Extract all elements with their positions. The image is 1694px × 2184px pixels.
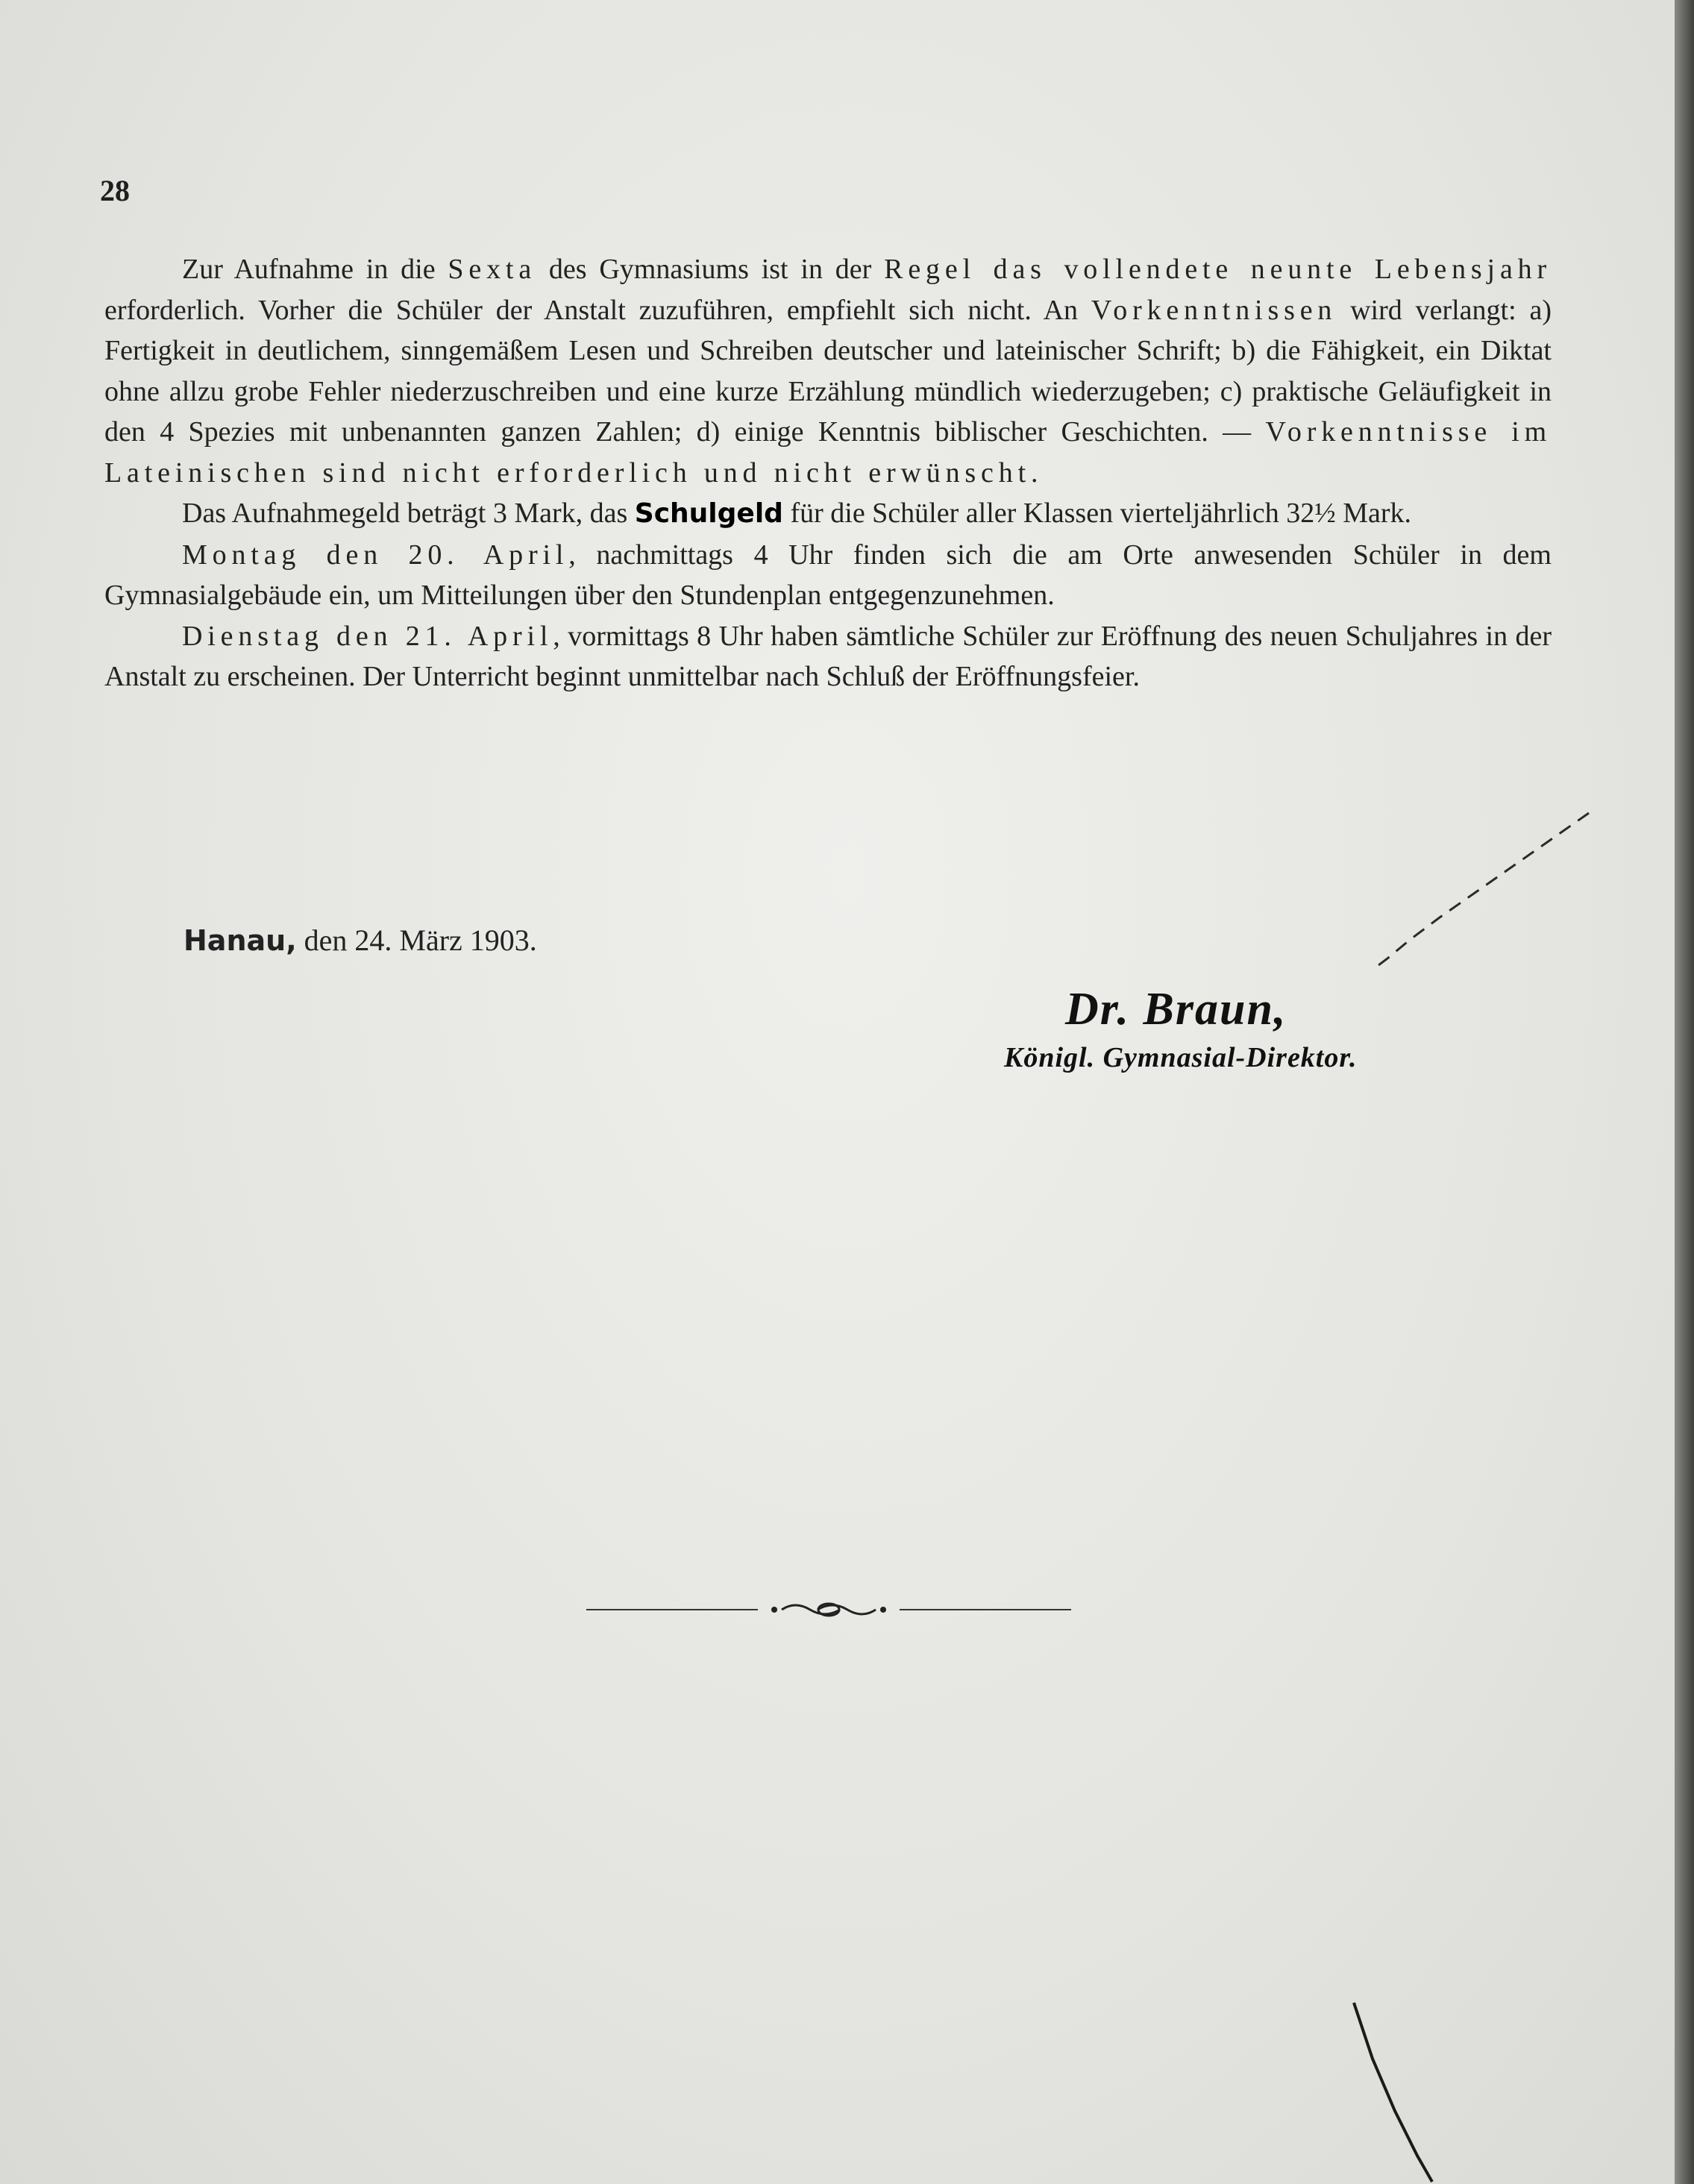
emphasis-spaced: Montag den 20. April: [182, 539, 569, 571]
emphasis-spaced: Regel das vollendete neunte Lebensjahr: [884, 254, 1552, 285]
dateline-place: Hanau,: [183, 924, 297, 957]
text-run: , vormittags 8 Uhr haben sämtliche Schüler zur Eröffnung des neuen Schuljahres in der Anstalt zu erscheinen. Der Unterricht beginnt unmittelbar nach Schluß der Eröffnungsfeier.: [104, 620, 1552, 692]
dateline: [183, 923, 537, 958]
text-run: des Gymnasiums ist in der: [536, 254, 885, 285]
body-text: [104, 249, 1552, 697]
text-run: , nachmittags 4 Uhr finden sich die am Orte anwesenden Schüler in dem Gymnasialgebäude ein, um Mitteilungen über den Stundenplan entgegenzunehmen.: [104, 539, 1552, 611]
emphasis-spaced: Vorkenntnisse im Lateinischen sind nicht erforderlich und nicht erwünscht.: [104, 416, 1552, 489]
paragraph: [104, 535, 1552, 616]
pencil-margin-stroke: [1328, 806, 1596, 985]
signature-title: Königl. Gymnasial-Direktor.: [1004, 1042, 1358, 1073]
book-spine-edge: [1675, 0, 1694, 2184]
pencil-margin-stroke-bottom: [1350, 1999, 1455, 2184]
page-number: 28: [100, 174, 130, 207]
emphasis-bold: Schulgeld: [634, 498, 783, 529]
text-run: Das Aufnahmegeld beträgt 3 Mark, das: [182, 498, 635, 529]
signature-name: Dr. Braun,: [1065, 984, 1287, 1035]
paragraph: [104, 249, 1552, 493]
emphasis-spaced: Dienstag den 21. April: [182, 620, 553, 652]
paragraph: [104, 616, 1552, 697]
dateline-date: den 24. März 1903.: [296, 923, 537, 957]
ornament-divider: [586, 1596, 1071, 1626]
text-run: für die Schüler aller Klassen vierteljährlich 32½ Mark.: [782, 498, 1412, 529]
paragraph: [104, 493, 1552, 535]
emphasis-spaced: Vorkenntnissen: [1091, 294, 1337, 326]
text-run: wird verlangt: a) Fertigkeit in deutlichem, sinngemäßem Lesen und Schreiben deutscher und lateinischer Schrift; b) die Fähigkeit, ein Diktat ohne allzu grobe Fehler niederzuschreiben und eine kurze Erzählung mündlich wiederzugeben; c) praktische Geläufigkeit in den 4 Spezies mit unbenannten ganzen Zahlen; d) einige Kenntnis biblischer Geschichten. —: [104, 294, 1552, 448]
text-run: Zur Aufnahme in die: [182, 254, 448, 285]
text-run: erforderlich. Vorher die Schüler der Anstalt zuzuführen, empfiehlt sich nicht. An: [104, 294, 1091, 326]
emphasis-spaced: Sexta: [448, 254, 537, 285]
